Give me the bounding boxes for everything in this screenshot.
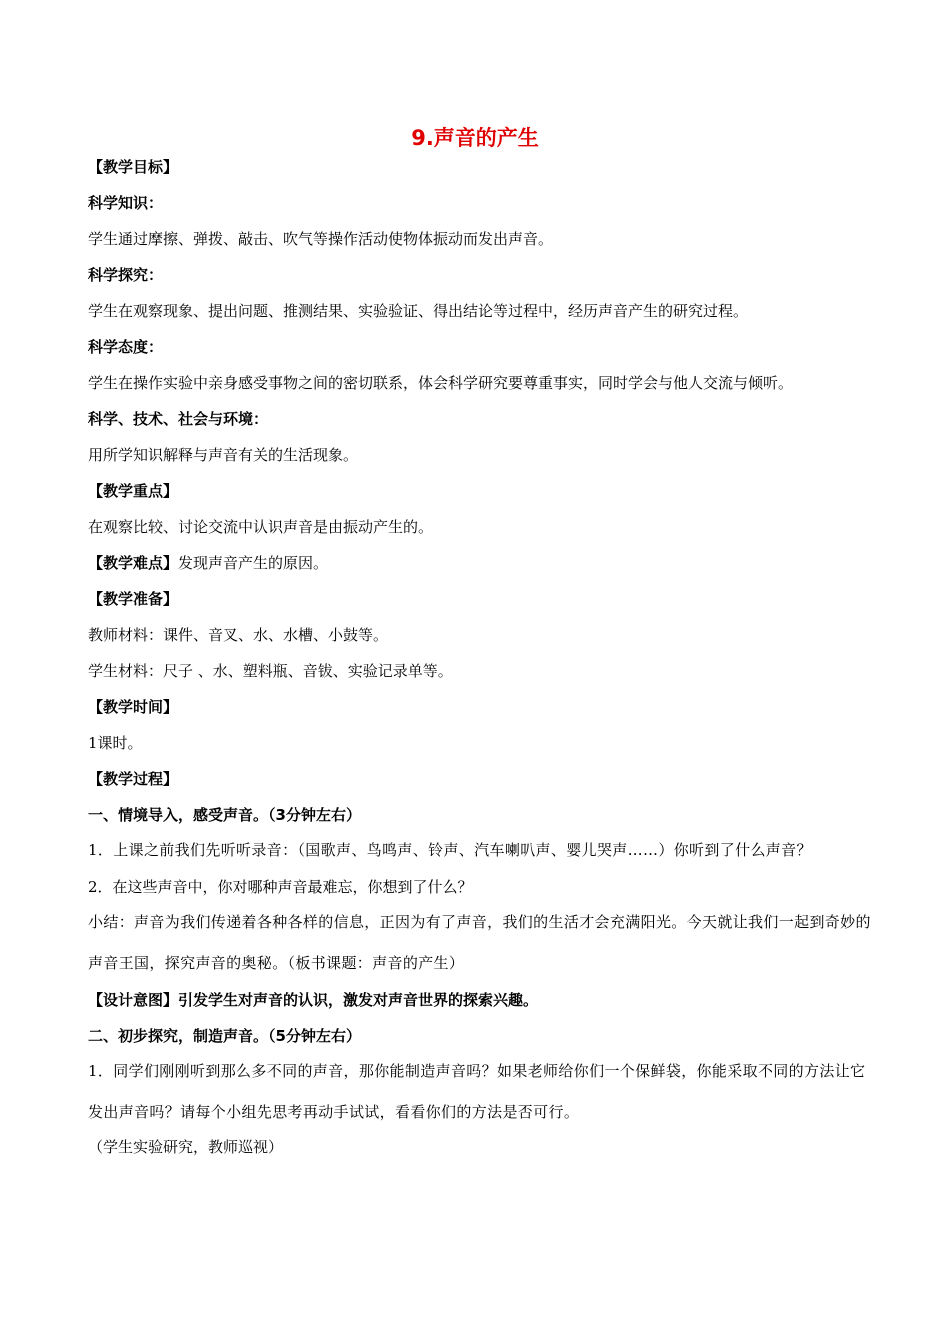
paragraph-teacher-materials: 教师材料：课件、音叉、水、水槽、小鼓等。 xyxy=(88,626,389,644)
paragraph-difficulty: 发现声音产生的原因。 xyxy=(178,554,329,572)
paragraph-stse: 用所学知识解释与声音有关的生活现象。 xyxy=(88,446,359,464)
difficulty-line xyxy=(88,545,878,581)
section-heading-2: 二、初步探究，制造声音。（5分钟左右） xyxy=(88,1027,361,1045)
paragraph-science-knowledge: 学生通过摩擦、弹拨、敲击、吹气等操作活动使物体振动而发出声音。 xyxy=(88,230,554,248)
subheading-science-knowledge: 科学知识： xyxy=(88,194,164,212)
paragraph-process-2: 2．在这些声音中，你对哪种声音最难忘，你想到了什么？ xyxy=(88,878,473,896)
design-intent: 【设计意图】引发学生对声音的认识，激发对声音世界的探索兴趣。 xyxy=(88,991,539,1009)
paragraph-teaching-time: 1课时。 xyxy=(88,734,143,752)
heading-key-points: 【教学重点】 xyxy=(88,482,179,500)
heading-preparation: 【教学准备】 xyxy=(88,590,179,608)
subheading-stse: 科学、技术、社会与环境： xyxy=(88,410,269,428)
heading-teaching-process: 【教学过程】 xyxy=(88,770,179,788)
heading-teaching-time: 【教学时间】 xyxy=(88,698,179,716)
section-heading-1: 一、情境导入，感受声音。（3分钟左右） xyxy=(88,806,361,824)
document-title: 9.声音的产生 xyxy=(411,126,539,150)
paragraph-process-1: 1．上课之前我们先听听录音：（国歌声、鸟鸣声、铃声、汽车喇叭声、婴儿哭声……）你听到了什么声音？ xyxy=(88,841,812,859)
paragraph-key-points: 在观察比较、讨论交流中认识声音是由振动产生的。 xyxy=(88,518,434,536)
paragraph-process-4: （学生实验研究，教师巡视） xyxy=(88,1138,284,1156)
paragraph-student-materials: 学生材料：尺子 、水、塑料瓶、音钹、实验记录单等。 xyxy=(88,662,453,680)
paragraph-science-inquiry: 学生在观察现象、提出问题、推测结果、实验验证、得出结论等过程中，经历声音产生的研究过程。 xyxy=(88,302,749,320)
paragraph-process-3: 1．同学们刚刚听到那么多不同的声音，那你能制造声音吗？如果老师给你们一个保鲜袋，你能采取不同的方法让它发出声音吗？请每个小组先思考再动手试试，看看你们的方法是否可行。 xyxy=(88,1062,866,1121)
subheading-science-inquiry: 科学探究： xyxy=(88,266,164,284)
document-body xyxy=(88,149,878,1164)
paragraph-science-attitude: 学生在操作实验中亲身感受事物之间的密切联系，体会科学研究要尊重事实，同时学会与他人交流与倾听。 xyxy=(88,374,794,392)
heading-difficulty: 【教学难点】 xyxy=(88,554,179,572)
paragraph-summary: 小结：声音为我们传递着各种各样的信息，正因为有了声音，我们的生活才会充满阳光。今天就让我们一起到奇妙的声音王国，探究声音的奥秘。（板书课题：声音的产生） xyxy=(88,913,871,972)
heading-teaching-goals: 【教学目标】 xyxy=(88,158,179,176)
subheading-science-attitude: 科学态度： xyxy=(88,338,164,356)
